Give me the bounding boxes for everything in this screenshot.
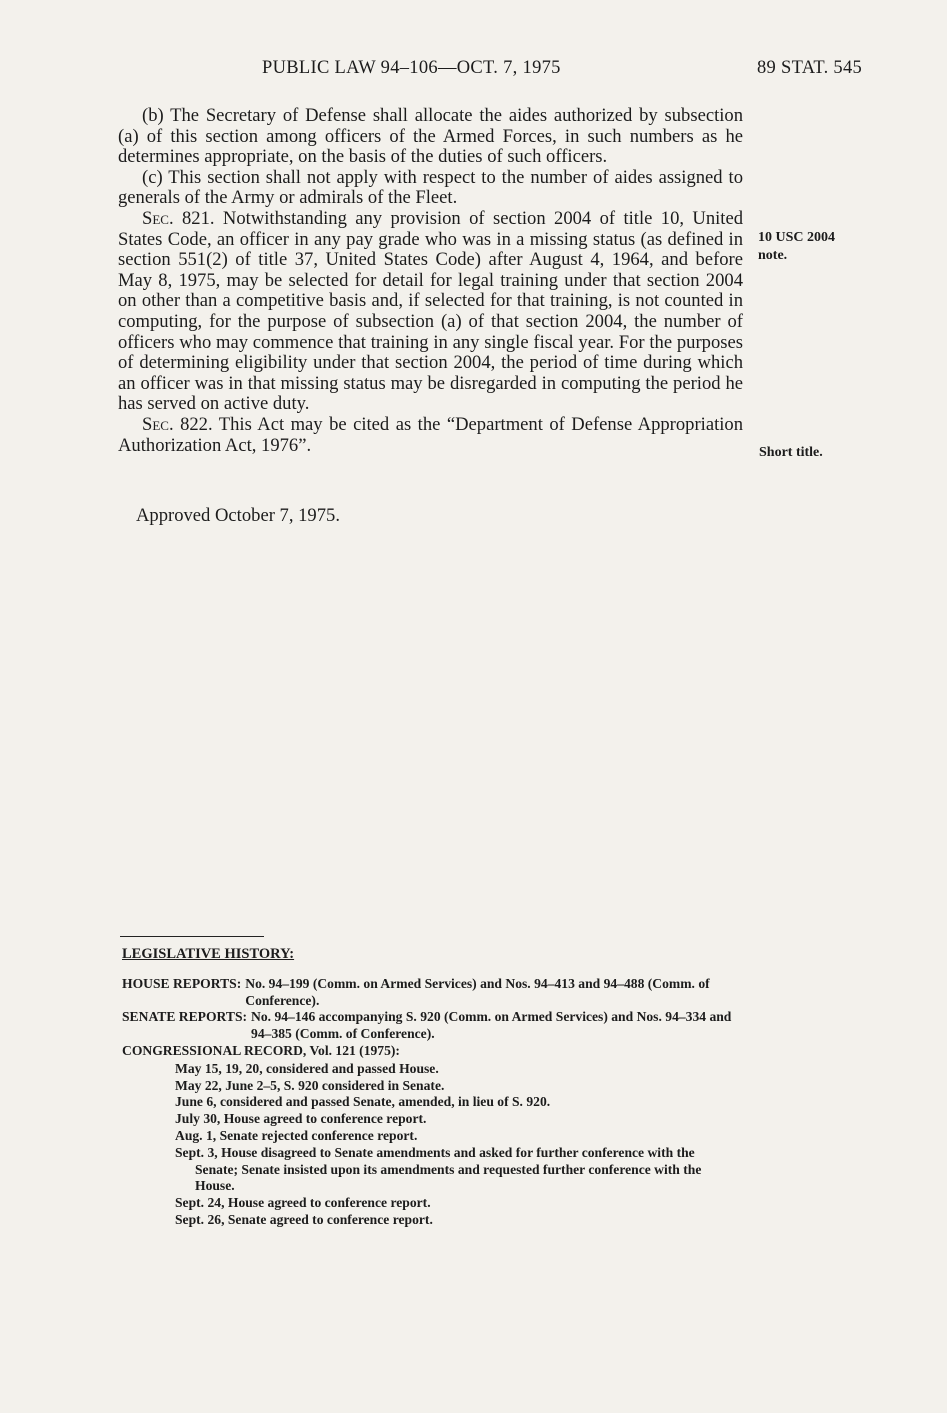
margin-note-usc bbox=[758, 229, 835, 265]
record-event: Aug. 1, Senate rejected conference report. bbox=[175, 1127, 418, 1143]
section-821-label: Sec. 821. bbox=[142, 207, 215, 229]
margin-note-usc-note: note. bbox=[758, 248, 788, 263]
section-822-text: This Act may be cited as the “Department of Defense Appropriation Authorization Act, 1976”. bbox=[118, 413, 744, 456]
statute-body bbox=[118, 106, 743, 456]
margin-note-short-title: Short title. bbox=[759, 445, 823, 460]
congressional-record-events bbox=[122, 1061, 740, 1229]
section-821-text: Notwithstanding any provision of section 2004 of title 10, United States Code, an officer in any pay grade who was in a missing status (as defined in section 551(2) of title 37, United States Code) after August 4, 1964, and before May 8, 1975, may be selected for detail for legal training under that section 2004 on other than a competitive basis and, if selected for that training, is not counted in computing, for the purpose of subsection (a) of that section 2004, the number of officers who may commence that training in any single fiscal year. For the purposes of determining eligibility under that section 2004, the period of time during which an officer was in that missing status may be disregarded in computing the period he has served on active duty. bbox=[118, 207, 743, 415]
running-header-page-number: 89 STAT. 545 bbox=[757, 58, 863, 78]
margin-note-usc-citation: 10 USC 2004 bbox=[758, 230, 836, 245]
congressional-record: CONGRESSIONAL RECORD, Vol. 121 (1975): bbox=[122, 1042, 400, 1058]
approval-date: Approved October 7, 1975. bbox=[136, 505, 340, 526]
paragraph-b: (b) The Secretary of Defense shall allocate the aides authorized by subsection (a) of this section among officers of the Armed Forces, in such numbers as he determines appropriate, on the basis of the duties of such officers. bbox=[118, 105, 743, 168]
paragraph-c: (c) This section shall not apply with respect to the number of aides assigned to generals of the Army or admirals of the Fleet. bbox=[118, 166, 743, 209]
running-header-title: PUBLIC LAW 94–106—OCT. 7, 1975 bbox=[262, 58, 561, 78]
house-reports bbox=[122, 976, 740, 1010]
record-event: Sept. 24, House agreed to conference report. bbox=[175, 1195, 431, 1211]
legislative-history bbox=[122, 946, 740, 1229]
senate-reports-label: SENATE REPORTS: bbox=[122, 1009, 248, 1025]
section-821 bbox=[118, 209, 743, 415]
section-822 bbox=[118, 415, 743, 456]
legislative-history-title: LEGISLATIVE HISTORY: bbox=[122, 946, 295, 962]
senate-reports-text: No. 94–146 accompanying S. 920 (Comm. on Armed Services) and Nos. 94–334 and 94–385 (Comm. of Conference). bbox=[251, 1009, 732, 1042]
record-event: May 22, June 2–5, S. 920 considered in Senate. bbox=[175, 1077, 445, 1093]
record-event: July 30, House agreed to conference report. bbox=[175, 1111, 427, 1127]
record-event: Sept. 26, Senate agreed to conference report. bbox=[175, 1211, 433, 1227]
record-event: May 15, 19, 20, considered and passed House. bbox=[175, 1060, 439, 1076]
section-822-label: Sec. 822. bbox=[142, 413, 213, 435]
senate-reports bbox=[122, 1009, 740, 1043]
record-event: June 6, considered and passed Senate, amended, in lieu of S. 920. bbox=[175, 1094, 551, 1110]
house-reports-label: HOUSE REPORTS: bbox=[122, 975, 242, 991]
house-reports-text: No. 94–199 (Comm. on Armed Services) and Nos. 94–413 and 94–488 (Comm. of Conference). bbox=[245, 975, 710, 1008]
record-event: Sept. 3, House disagreed to Senate amendments and asked for further conference with the Senate; Senate insisted upon its amendments and requested further conference with the House. bbox=[175, 1144, 702, 1194]
footnote-rule bbox=[120, 936, 264, 937]
